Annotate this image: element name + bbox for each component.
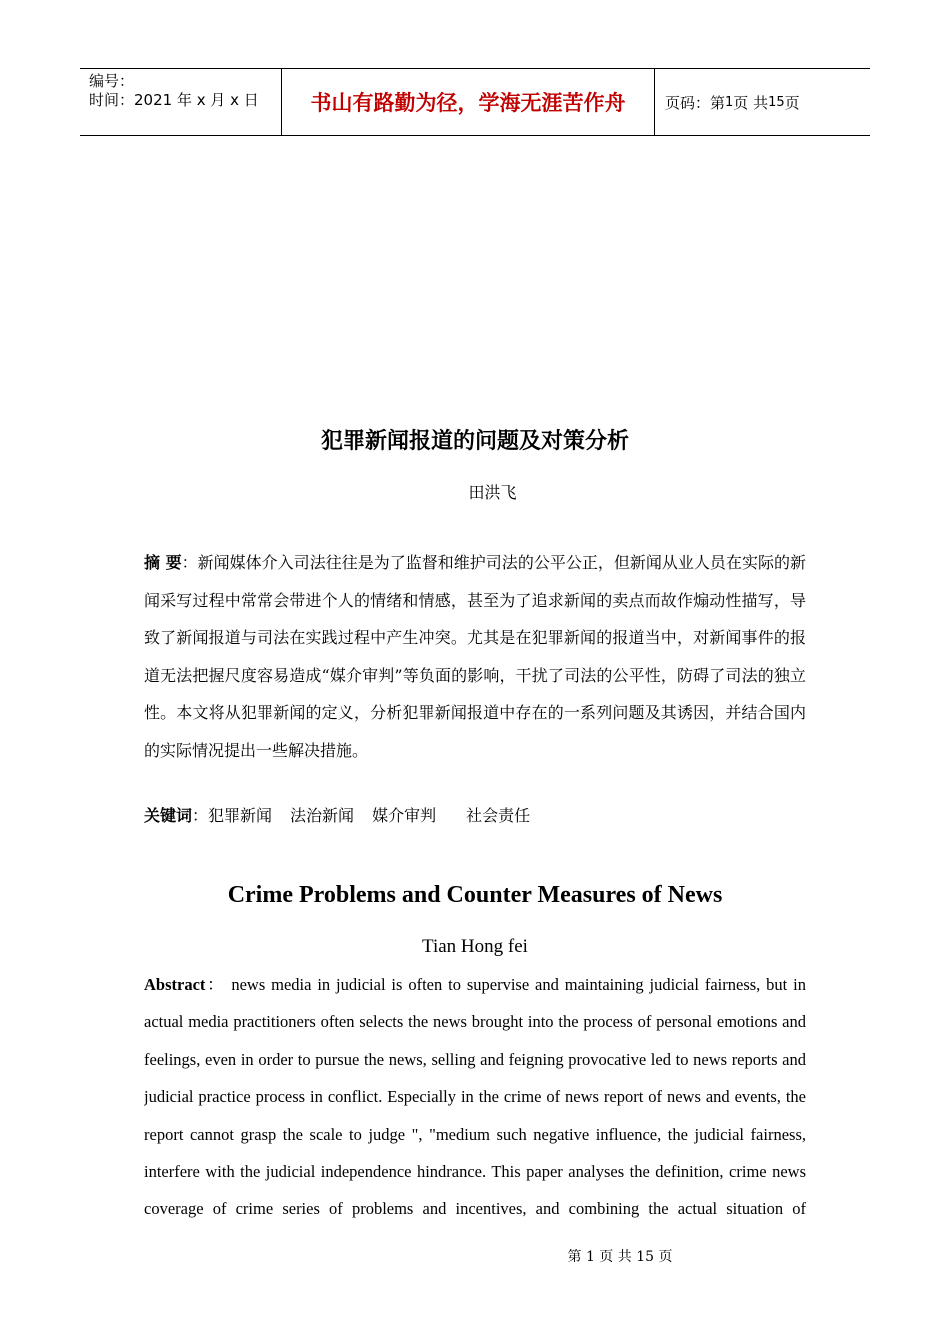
keyword-item: 法治新闻 [290, 806, 355, 825]
page-header [80, 68, 870, 136]
page-mid: 页 共 [733, 93, 769, 112]
header-meta [80, 69, 281, 135]
page-current: 1 [725, 94, 734, 110]
abstract-colon: ： [181, 553, 198, 572]
english-author: Tian Hong fei [422, 936, 528, 957]
english-abstract-label: Abstract [144, 975, 206, 994]
abstract-text: 新闻媒体介入司法往往是为了监督和维护司法的公平公正，但新闻从业人员在实际的新闻采写过程中常常会带进个人的情绪和情感，甚至为了追求新闻的卖点而故作煽动性描写，导致了新闻报道与司法在实践过程中产生冲突。尤其是在犯罪新闻的报道当中，对新闻事件的报道无法把握尺度容易造成“媒介审判”等负面的影响，干扰了司法的公平性，防碍了司法的独立性。本文将从犯罪新闻的定义，分析犯罪新闻报道中存在的一系列问题及其诱因，并结合国内的实际情况提出一些解决措施。 [144, 553, 806, 760]
chinese-title: 犯罪新闻报道的问题及对策分析 [320, 429, 629, 454]
chinese-abstract [144, 544, 806, 770]
page-suffix: 页 [784, 93, 800, 112]
document-number-label: 编号： [89, 72, 135, 90]
english-abstract-colon: ： [205, 975, 226, 994]
chinese-author: 田洪飞 [468, 483, 517, 502]
keyword-item: 犯罪新闻 [208, 806, 273, 825]
keywords-colon: ： [192, 806, 209, 825]
page-footer: 第 1 页 共 15 页 [567, 1249, 673, 1265]
keyword-item: 社会责任 [466, 806, 531, 825]
english-title: Crime Problems and Counter Measures of News [227, 882, 723, 908]
header-motto: 书山有路勤为径，学海无涯苦作舟 [281, 69, 655, 135]
keywords [144, 803, 548, 826]
document-date-label: 时间：2021 年 x 月 x 日 [89, 91, 259, 109]
english-abstract-text: news media in judicial is often to supervise and maintaining judicial fairness, but in actual media practitioners often selects the news brought into the process of personal emotions and feelings, even in order to pursue the news, selling and feigning provocative led to news reports and judicial practice process in conflict. Especially in the crime of news report of news and events, the report cannot grasp the scale to judge ", "medium such negative influence, the judicial fairness, interfere with the judicial independence hindrance. This paper analyses the definition, crime news coverage of crime series of problems and incentives, and combining the actual situation of [144, 975, 806, 1219]
keywords-label: 关键词 [144, 806, 193, 825]
header-page-info [655, 69, 870, 135]
abstract-label: 摘 要 [144, 553, 182, 572]
english-abstract [144, 966, 806, 1226]
keyword-item: 媒介审判 [372, 806, 437, 825]
page-prefix: 页码：第 [665, 93, 726, 112]
page-total: 15 [768, 94, 785, 110]
